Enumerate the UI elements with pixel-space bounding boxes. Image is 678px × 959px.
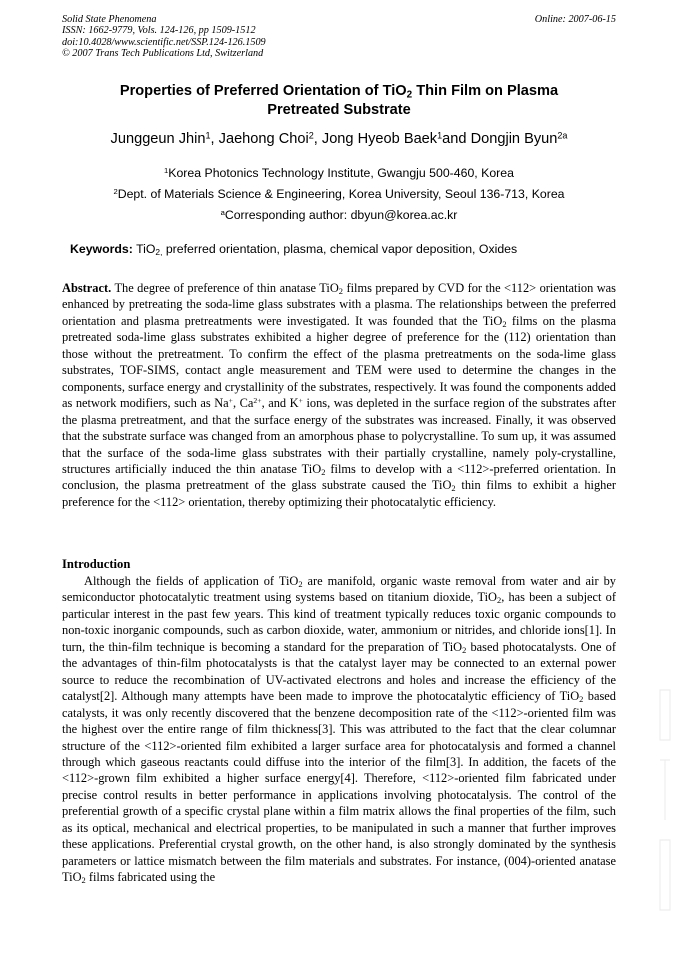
journal-info (62, 14, 266, 60)
watermark-icon (658, 680, 672, 920)
author: Jaehong Choi (218, 131, 309, 147)
introduction-heading: Introduction (62, 557, 131, 571)
keywords: Keywords: TiO$_{2,}$ preferred orientation, plasma, chemical vapor deposition, Oxides (70, 242, 518, 258)
issn-line: ISSN: 1662-9779, Vols. 124-126, pp 1509-1512 (62, 25, 256, 37)
doi-line: doi:10.4028/www.scientific.net/SSP.124-126.1509 (62, 36, 266, 48)
online-date: Online: 2007-06-15 (534, 14, 616, 25)
author: Dongjin Byun (470, 131, 558, 147)
author: Junggeun Jhin (110, 131, 206, 147)
keywords-label: Keywords: (70, 242, 133, 256)
corresponding-author: $^a$Corresponding author: dbyun@korea.ac.kr (220, 208, 458, 222)
author-list: Junggeun Jhin$^1$, Jaehong Choi$^2$, Jong Hyeob Baek$^1$and Dongjin Byun$^{2a}$ (110, 130, 568, 147)
affiliation: $^2$Dept. of Materials Science & Engineering, Korea University, Seoul 136-713, Korea (113, 187, 565, 201)
journal-name: Solid State Phenomena (62, 14, 157, 25)
copyright-line: © 2007 Trans Tech Publications Ltd, Switzerland (62, 48, 264, 60)
introduction-paragraph: Although the fields of application of TiO$_2$ are manifold, organic waste removal from water and air by semiconductor photocatalytic treatment using systems based on titanium dioxide, TiO$_2$, has been a subject of particular interest in the past few years. This kind of treatment typically reduces toxic organic compounds to non-toxic inorganic compounds, such as carbon dioxide, water, ammonium or nitrides, and chloride ions[1]. In turn, the thin-film technique is becoming a standard for the preparation of TiO$_2$ based photocatalysts. One of the advantages of thin-film photocatalysts is that the catalyst layer may be connected to an external power source to reduce the recombination of UV-activated electrons and holes and increase the efficiency of the catalyst[2]. Although many attempts have been made to improve the photocatalytic efficiency of TiO$_2$ based catalysts, it was only recently discovered that the benzene decomposition rate of the <112>-oriented film was the highest over the entire range of film thickness[3]. This was attributed to the fact that the clear columnar structure of the <112>-oriented film exhibited a larger surface area for photocatalysis and formed a channel through which gaseous reactants could diffuse into the interior of the film[3]. In addition, the facets of the <112>-grown film exhibited a higher surface energy[4]. Therefore, <112>-oriented film fabricated under precise control results in better performance in applications involving photocatalysis. The control of the preferential growth of a specific crystal plane within a film matrix allows the final properties of the film, such as its optical, mechanical and electrical properties, to be manipulated in such a manner that further improves these applications. Preferential crystal growth, on the other hand, is also strongly dominated by the synthesis parameters or lattice mismatch between the film materials and substrates. For instance, (004)-oriented anatase TiO$_2$ films fabricated using the (62, 574, 616, 886)
abstract-label: Abstract. (62, 281, 112, 295)
affiliation: $^1$Korea Photonics Technology Institute, Gwangju 500-460, Korea (164, 166, 514, 180)
paper-title: Properties of Preferred Orientation of TiO$_2$ Thin Film on Plasma Pretreated Substrate (119, 83, 559, 118)
author: Jong Hyeob Baek (321, 131, 438, 147)
abstract-paragraph: Abstract. The degree of preference of thin anatase TiO$_2$ films prepared by CVD for the <112> orientation was enhanced by pretreating the soda-lime glass substrates with a plasma. The relationships between the preferred orientation and plasma pretreatments were investigated. It was founded that the TiO$_2$ films on the plasma pretreated soda-lime glass substrates exhibited a higher degree of preference for the (112) orientation than those without the pretreatment. To confirm the effect of the plasma pretreatments on the soda-lime glass substrates, TOF-SIMS, contact angle measurement and TEM were used to determine the changes in the components, surface energy and crystallinity of the substrates, respectively. It was found the components added as network modifiers, such as Na+, $Ca^{2+}$, and K+ ions, was depleted in the surface region of the substrates after the plasma pretreatment, and that the surface energy of the substrates was increased. Finally, it was observed that the substrate surface was changed from an amorphous phase to polycrystalline. To sum up, it was assumed that the surface of the soda-lime glass substrates with their partially crystalline, namely poly-crystalline, structures artificially induced the thin anatase TiO$_2$ films to develop with a <112>-preferred orientation. In conclusion, the plasma pretreatment of the glass substrate caused the TiO$_2$ thin films to exhibit a higher preference for the <112> orientation, thereby optimizing their photocatalytic efficiency. (62, 281, 617, 509)
